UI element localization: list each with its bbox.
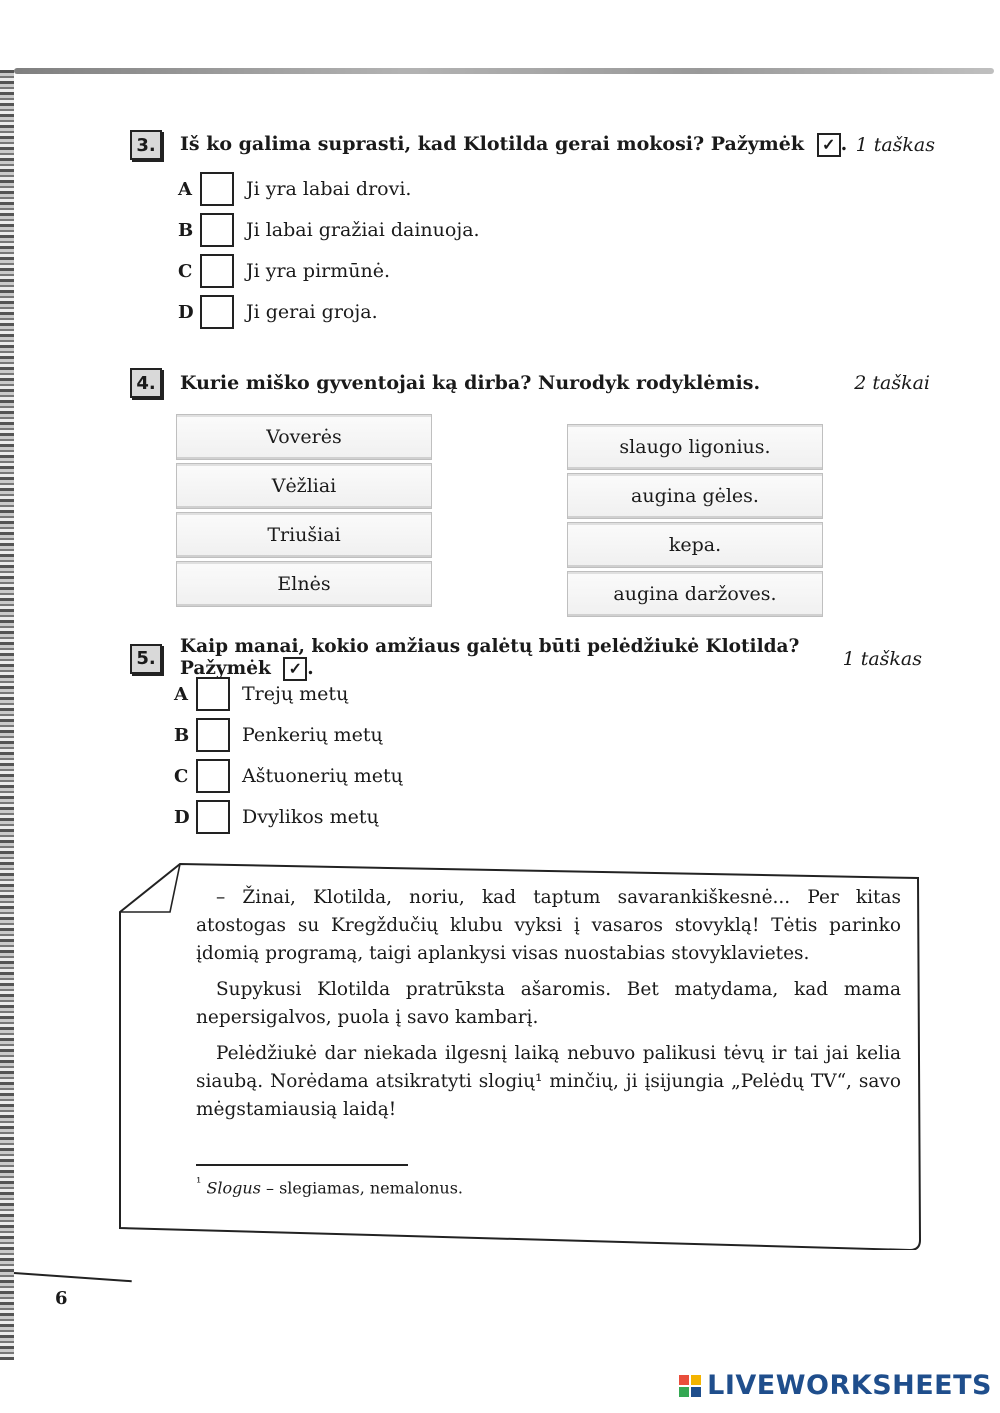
match-right-column xyxy=(567,424,823,620)
story-passage-frame xyxy=(118,862,922,1250)
option-letter: A xyxy=(174,683,188,705)
liveworksheets-brand[interactable] xyxy=(679,1370,992,1401)
option-letter: A xyxy=(178,178,192,200)
footnote-term: Slogus xyxy=(206,1178,261,1198)
page-binding-edge xyxy=(0,70,14,1360)
question-4-header xyxy=(130,368,930,398)
footnote-text: – slegiamas, nemalonus. xyxy=(260,1178,464,1198)
prompt-text: Kaip manai, kokio amžiaus galėtų būti pelėdžiukė Klotilda? Pažymėk xyxy=(180,636,800,679)
option-text: Aštuonerių metų xyxy=(242,765,403,787)
option-letter: C xyxy=(174,765,189,787)
logo-square xyxy=(691,1387,701,1397)
match-item-right[interactable]: augina gėles. xyxy=(567,473,823,519)
passage-paragraph: – Žinai, Klotilda, noriu, kad taptum savarankiškesnė... Per kitas atostogas su Kregždučių klubu vyksi į vasaros stovyklą! Tėtis parinko įdomią programą, taigi aplankysi visas nuostabias stovyklavietes. xyxy=(196,887,901,964)
match-item-right[interactable]: augina daržoves. xyxy=(567,571,823,617)
option-letter: C xyxy=(178,260,193,282)
option-text: Ji yra labai drovi. xyxy=(246,178,412,200)
option-row xyxy=(178,213,480,247)
option-row xyxy=(174,677,348,711)
passage-paragraph: Supykusi Klotilda pratrūksta ašaromis. Bet matydama, kad mama nepersigalvos, puola į savo kambarį. xyxy=(196,979,901,1028)
page-number: 6 xyxy=(55,1288,68,1309)
answer-checkbox[interactable] xyxy=(200,172,234,206)
answer-checkbox[interactable] xyxy=(196,800,230,834)
question-number: 4. xyxy=(130,368,162,398)
option-row xyxy=(178,254,390,288)
option-text: Ji yra pirmūnė. xyxy=(246,260,391,282)
points-label: 2 taškai xyxy=(854,372,930,394)
option-letter: D xyxy=(178,301,194,323)
option-row xyxy=(178,172,411,206)
answer-checkbox[interactable] xyxy=(200,295,234,329)
prompt-text: Iš ko galima suprasti, kad Klotilda gerai mokosi? Pažymėk xyxy=(180,133,805,155)
answer-checkbox[interactable] xyxy=(200,254,234,288)
option-row xyxy=(174,718,383,752)
question-prompt: Iš ko galima suprasti, kad Klotilda gerai mokosi? Pažymėk ✓ . xyxy=(180,133,848,155)
option-text: Ji labai gražiai dainuoja. xyxy=(246,219,480,241)
option-row xyxy=(178,295,378,329)
liveworksheets-logo-icon xyxy=(679,1375,701,1397)
logo-square xyxy=(679,1387,689,1397)
footnote-mark: ¹ xyxy=(196,1176,202,1191)
question-number: 3. xyxy=(130,130,162,160)
brand-name: LIVEWORKSHEETS xyxy=(707,1370,992,1401)
match-item-left[interactable]: Voverės xyxy=(176,414,432,460)
page-number-rule xyxy=(14,1272,132,1282)
footnote-divider xyxy=(196,1164,408,1166)
option-letter: D xyxy=(174,806,190,828)
match-item-right[interactable]: slaugo ligonius. xyxy=(567,424,823,470)
option-text: Penkerių metų xyxy=(242,724,383,746)
match-item-left[interactable]: Triušiai xyxy=(176,512,432,558)
answer-checkbox[interactable] xyxy=(196,718,230,752)
match-item-left[interactable]: Vėžliai xyxy=(176,463,432,509)
option-row xyxy=(174,759,403,793)
match-item-left[interactable]: Elnės xyxy=(176,561,432,607)
passage-paragraph: Pelėdžiukė dar niekada ilgesnį laiką nebuvo palikusi tėvų ir tai jai kelia siaubą. Norėdama atsikratyti slogių¹ minčių, ji įsijungia „Pelėdų TV“, savo mėgstamiausią laidą! xyxy=(196,1043,901,1120)
match-item-right[interactable]: kepa. xyxy=(567,522,823,568)
option-text: Trejų metų xyxy=(242,683,349,705)
answer-checkbox[interactable] xyxy=(196,677,230,711)
checkbox-checked-icon: ✓ xyxy=(283,657,307,681)
answer-checkbox[interactable] xyxy=(200,213,234,247)
option-row xyxy=(174,800,379,834)
question-3-header xyxy=(130,130,935,160)
match-left-column xyxy=(176,414,432,610)
page-top-edge xyxy=(14,68,994,74)
footnote xyxy=(196,1176,463,1197)
points-label: 1 taškas xyxy=(842,647,922,670)
option-text: Ji gerai groja. xyxy=(246,301,378,323)
question-prompt: Kurie miško gyventojai ką dirba? Nurodyk rodyklėmis. xyxy=(180,372,761,394)
option-letter: B xyxy=(174,724,190,746)
logo-square xyxy=(679,1375,689,1385)
question-5-header xyxy=(130,636,922,681)
question-prompt: Kaip manai, kokio amžiaus galėtų būti pelėdžiukė Klotilda? Pažymėk ✓ . xyxy=(180,636,800,679)
question-number: 5. xyxy=(130,644,162,674)
story-passage xyxy=(196,884,901,1132)
points-label: 1 taškas xyxy=(855,134,935,156)
option-text: Dvylikos metų xyxy=(242,806,379,828)
answer-checkbox[interactable] xyxy=(196,759,230,793)
option-letter: B xyxy=(178,219,194,241)
logo-square xyxy=(691,1375,701,1385)
checkbox-checked-icon: ✓ xyxy=(817,133,841,157)
